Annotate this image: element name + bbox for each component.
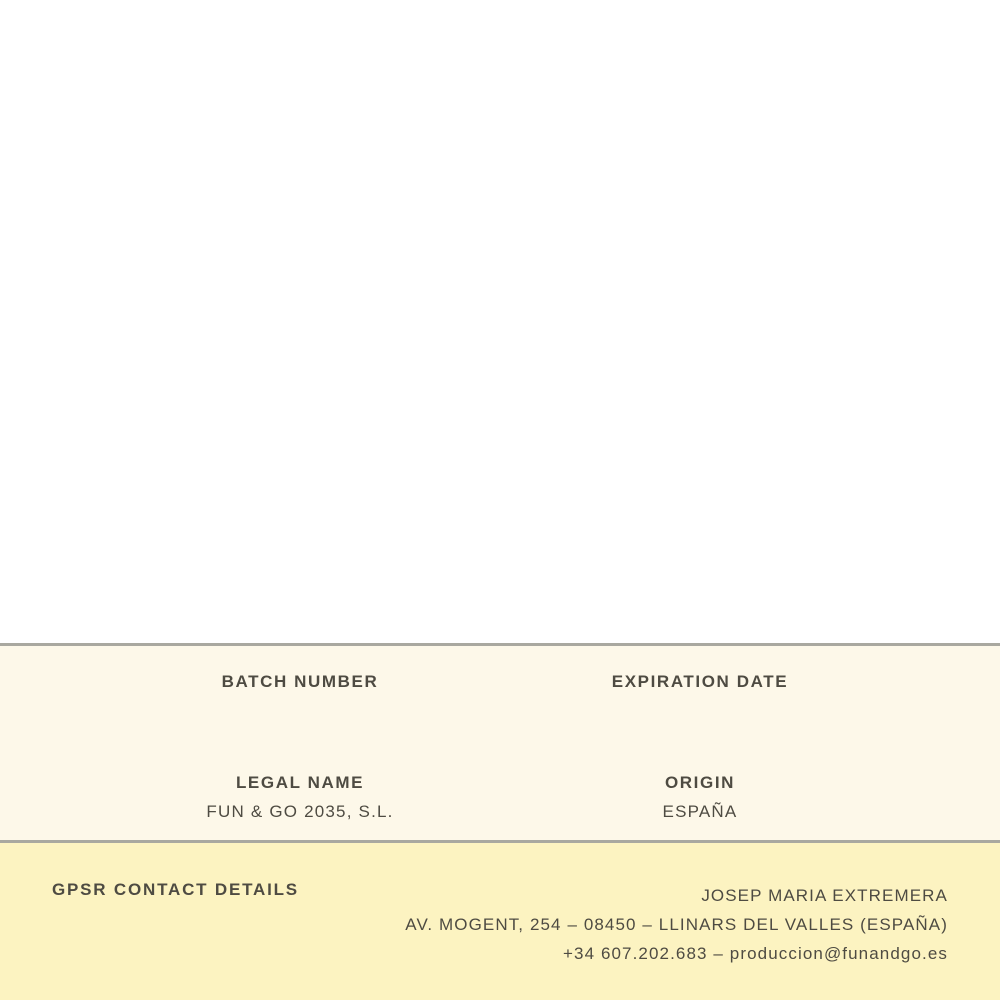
expiration-date-field	[500, 673, 900, 702]
legal-name-value: FUN & GO 2035, S.L.	[206, 802, 394, 821]
gpsr-contact-block	[405, 881, 948, 968]
origin-value: ESPAÑA	[662, 802, 738, 821]
origin-field	[500, 774, 900, 821]
gpsr-section	[0, 840, 1000, 1000]
product-info-section	[0, 643, 1000, 840]
batch-number-label: BATCH NUMBER	[221, 672, 379, 691]
info-row-batch-expiry	[100, 673, 900, 702]
expiration-date-label: EXPIRATION DATE	[611, 672, 789, 691]
info-row-legal-origin	[100, 774, 900, 821]
gpsr-contact-address: AV. MOGENT, 254 – 08450 – LLINARS DEL VALLES (ESPAÑA)	[405, 915, 948, 934]
gpsr-contact-phone-email: +34 607.202.683 – produccion@funandgo.es	[562, 944, 948, 963]
origin-label: ORIGIN	[664, 773, 736, 792]
gpsr-contact-name: JOSEP MARIA EXTREMERA	[701, 886, 948, 905]
gpsr-title: GPSR CONTACT DETAILS	[52, 880, 299, 899]
legal-name-label: LEGAL NAME	[235, 773, 365, 792]
batch-number-field	[100, 673, 500, 702]
legal-name-field	[100, 774, 500, 821]
